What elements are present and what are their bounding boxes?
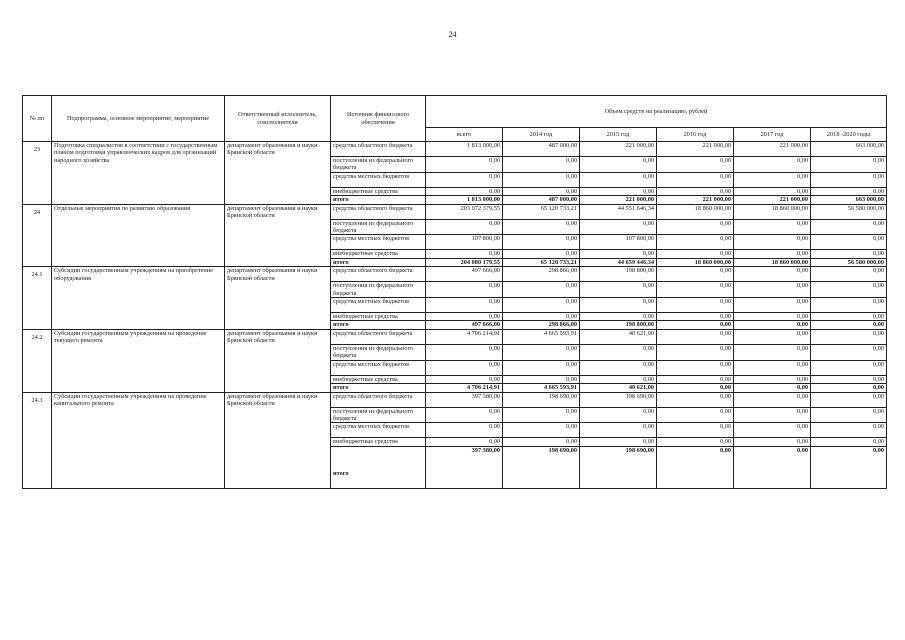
amount-cell: 1 813 000,00 <box>426 142 503 157</box>
amount-cell: 0,00 <box>734 235 811 250</box>
amount-cell: 0,00 <box>811 313 887 321</box>
amount-cell: 0,00 <box>580 157 657 173</box>
amount-cell: 0,00 <box>503 344 580 360</box>
amount-cell: 0,00 <box>580 375 657 383</box>
amount-cell: 0,00 <box>503 235 580 250</box>
amount-cell: 0,00 <box>657 360 734 375</box>
row-executor: департамент образования и науки Брянской области <box>225 142 331 205</box>
amount-cell: 0,00 <box>811 375 887 383</box>
amount-cell: 198 800,00 <box>580 267 657 282</box>
source-label: средства местных бюджетов <box>331 235 426 250</box>
amount-cell: 0,00 <box>503 250 580 258</box>
amount-cell: 65 120 733,21 <box>503 204 580 219</box>
row-name: Отдельные мероприятия по развитию образования <box>52 204 225 267</box>
table-row <box>23 267 887 282</box>
amount-cell: 40 621,00 <box>580 329 657 344</box>
amount-cell: 0,00 <box>811 187 887 195</box>
amount-cell: 0,00 <box>811 250 887 258</box>
header-year: 2018 -2020 годы <box>811 128 887 142</box>
amount-cell: 0,00 <box>657 219 734 235</box>
amount-cell: 0,00 <box>657 321 734 329</box>
amount-cell: 497 666,00 <box>426 321 503 329</box>
amount-cell: 0,00 <box>657 267 734 282</box>
amount-cell: 203 972 379,55 <box>426 204 503 219</box>
amount-cell: 0,00 <box>734 392 811 407</box>
amount-cell: 0,00 <box>657 250 734 258</box>
amount-cell: 0,00 <box>811 438 887 446</box>
header-year: 2017 год <box>734 128 811 142</box>
amount-cell: 0,00 <box>657 313 734 321</box>
amount-cell: 0,00 <box>811 446 887 488</box>
source-label: средства местных бюджетов <box>331 172 426 187</box>
amount-cell: 0,00 <box>811 392 887 407</box>
amount-cell: 0,00 <box>657 446 734 488</box>
amount-cell: 198 690,00 <box>503 446 580 488</box>
amount-cell: 0,00 <box>811 157 887 173</box>
amount-cell: 56 580 000,00 <box>811 204 887 219</box>
amount-cell: 18 860 000,00 <box>734 258 811 266</box>
amount-cell: 487 000,00 <box>503 196 580 204</box>
amount-cell: 397 380,00 <box>426 446 503 488</box>
amount-cell: 0,00 <box>580 423 657 438</box>
amount-cell: 18 860 000,00 <box>657 258 734 266</box>
amount-cell: 0,00 <box>734 384 811 392</box>
amount-cell: 298 866,00 <box>503 321 580 329</box>
source-label: средства областного бюджета <box>331 392 426 407</box>
table-row <box>23 329 887 344</box>
amount-cell: 0,00 <box>811 267 887 282</box>
amount-cell: 0,00 <box>811 407 887 423</box>
source-label: внебюджетные средства <box>331 375 426 383</box>
amount-cell: 0,00 <box>426 157 503 173</box>
amount-cell: 0,00 <box>734 172 811 187</box>
amount-cell: 198 690,00 <box>580 392 657 407</box>
amount-cell: 107 800,00 <box>580 235 657 250</box>
amount-cell: 0,00 <box>734 219 811 235</box>
row-executor: департамент образования и науки Брянской области <box>225 204 331 267</box>
amount-cell: 0,00 <box>811 329 887 344</box>
amount-cell: 221 000,00 <box>580 142 657 157</box>
source-label: средства областного бюджета <box>331 142 426 157</box>
header-number: № пп <box>23 96 52 142</box>
amount-cell: 18 860 000,00 <box>657 204 734 219</box>
amount-cell: 0,00 <box>734 157 811 173</box>
amount-cell: 221 000,00 <box>657 196 734 204</box>
amount-cell: 221 000,00 <box>580 196 657 204</box>
table-row <box>23 392 887 407</box>
amount-cell: 56 580 000,00 <box>811 258 887 266</box>
amount-cell: 204 080 179,55 <box>426 258 503 266</box>
amount-cell: 65 120 733,21 <box>503 258 580 266</box>
amount-cell: 0,00 <box>503 157 580 173</box>
amount-cell: 4 665 593,91 <box>503 329 580 344</box>
header-year: всего <box>426 128 503 142</box>
amount-cell: 497 666,00 <box>426 267 503 282</box>
amount-cell: 0,00 <box>734 438 811 446</box>
amount-cell: 0,00 <box>503 438 580 446</box>
amount-cell: 0,00 <box>503 187 580 195</box>
source-label: средства областного бюджета <box>331 267 426 282</box>
source-label: поступления из федерального бюджета <box>331 219 426 235</box>
amount-cell: 0,00 <box>426 360 503 375</box>
header-volume: Объем средств на реализацию, рублей <box>426 96 887 128</box>
amount-cell: 0,00 <box>503 375 580 383</box>
amount-cell: 0,00 <box>734 298 811 313</box>
header-source: Источник финансового обеспечения <box>331 96 426 142</box>
header-year: 2016 год <box>657 128 734 142</box>
source-label: внебюджетные средства <box>331 313 426 321</box>
amount-cell: 0,00 <box>657 407 734 423</box>
source-label: итого <box>331 196 426 204</box>
source-label: средства местных бюджетов <box>331 360 426 375</box>
amount-cell: 0,00 <box>734 446 811 488</box>
amount-cell: 397 380,00 <box>426 392 503 407</box>
source-label: итого <box>331 384 426 392</box>
amount-cell: 0,00 <box>580 344 657 360</box>
amount-cell: 0,00 <box>657 187 734 195</box>
amount-cell: 663 000,00 <box>811 142 887 157</box>
amount-cell: 0,00 <box>503 407 580 423</box>
amount-cell: 0,00 <box>426 172 503 187</box>
amount-cell: 0,00 <box>811 360 887 375</box>
amount-cell: 0,00 <box>503 282 580 298</box>
amount-cell: 0,00 <box>734 313 811 321</box>
amount-cell: 0,00 <box>734 267 811 282</box>
source-label: итого <box>331 321 426 329</box>
amount-cell: 0,00 <box>580 282 657 298</box>
header-year: 2014 год <box>503 128 580 142</box>
source-label: внебюджетные средства <box>331 187 426 195</box>
amount-cell: 0,00 <box>657 157 734 173</box>
row-name: Субсидии государственным учреждениям на приобретение оборудования <box>52 267 225 330</box>
amount-cell: 0,00 <box>811 384 887 392</box>
row-number: 24.3 <box>23 392 52 488</box>
header-executor: Ответственный исполнитель, соисполнители <box>225 96 331 142</box>
amount-cell: 0,00 <box>811 298 887 313</box>
amount-cell: 0,00 <box>503 219 580 235</box>
amount-cell: 0,00 <box>657 329 734 344</box>
amount-cell: 44 659 446,34 <box>580 258 657 266</box>
amount-cell: 0,00 <box>580 250 657 258</box>
source-label: итого <box>331 446 426 488</box>
amount-cell: 0,00 <box>580 360 657 375</box>
amount-cell: 0,00 <box>734 250 811 258</box>
table-row <box>23 204 887 219</box>
amount-cell: 0,00 <box>426 187 503 195</box>
amount-cell: 0,00 <box>580 298 657 313</box>
amount-cell: 298 866,00 <box>503 267 580 282</box>
amount-cell: 0,00 <box>426 438 503 446</box>
amount-cell: 0,00 <box>426 344 503 360</box>
amount-cell: 0,00 <box>657 375 734 383</box>
source-label: поступления из федерального бюджета <box>331 344 426 360</box>
source-label: внебюджетные средства <box>331 438 426 446</box>
amount-cell: 0,00 <box>811 423 887 438</box>
amount-cell: 0,00 <box>580 219 657 235</box>
amount-cell: 0,00 <box>580 438 657 446</box>
amount-cell: 0,00 <box>657 298 734 313</box>
row-name: Субсидии государственным учреждениям на проведение текущего ремонта <box>52 329 225 392</box>
source-label: средства областного бюджета <box>331 329 426 344</box>
amount-cell: 0,00 <box>811 282 887 298</box>
row-number: 23 <box>23 142 52 205</box>
row-number: 24.1 <box>23 267 52 330</box>
amount-cell: 107 800,00 <box>426 235 503 250</box>
source-label: поступления из федерального бюджета <box>331 407 426 423</box>
amount-cell: 18 860 000,00 <box>734 204 811 219</box>
amount-cell: 0,00 <box>426 407 503 423</box>
amount-cell: 0,00 <box>503 298 580 313</box>
amount-cell: 0,00 <box>811 235 887 250</box>
amount-cell: 0,00 <box>657 392 734 407</box>
amount-cell: 0,00 <box>503 172 580 187</box>
amount-cell: 4 665 593,91 <box>503 384 580 392</box>
amount-cell: 487 000,00 <box>503 142 580 157</box>
amount-cell: 198 690,00 <box>503 392 580 407</box>
page-number: 24 <box>448 30 457 39</box>
amount-cell: 0,00 <box>811 219 887 235</box>
amount-cell: 0,00 <box>734 321 811 329</box>
row-executor: департамент образования и науки Брянской области <box>225 392 331 488</box>
amount-cell: 4 706 214,91 <box>426 384 503 392</box>
amount-cell: 0,00 <box>811 344 887 360</box>
amount-cell: 0,00 <box>426 375 503 383</box>
amount-cell: 0,00 <box>811 321 887 329</box>
source-label: средства местных бюджетов <box>331 423 426 438</box>
amount-cell: 40 621,00 <box>580 384 657 392</box>
amount-cell: 0,00 <box>426 250 503 258</box>
row-name: Субсидии государственным учреждениям на проведение капитального ремонта <box>52 392 225 488</box>
source-label: средства областного бюджета <box>331 204 426 219</box>
amount-cell: 0,00 <box>657 438 734 446</box>
amount-cell: 0,00 <box>580 172 657 187</box>
row-executor: департамент образования и науки Брянской области <box>225 329 331 392</box>
amount-cell: 0,00 <box>426 219 503 235</box>
amount-cell: 0,00 <box>426 282 503 298</box>
amount-cell: 0,00 <box>426 423 503 438</box>
amount-cell: 0,00 <box>734 375 811 383</box>
row-number: 24.2 <box>23 329 52 392</box>
amount-cell: 0,00 <box>657 384 734 392</box>
amount-cell: 0,00 <box>657 344 734 360</box>
source-label: внебюджетные средства <box>331 250 426 258</box>
amount-cell: 0,00 <box>580 313 657 321</box>
amount-cell: 0,00 <box>657 235 734 250</box>
amount-cell: 0,00 <box>426 298 503 313</box>
source-label: итого <box>331 258 426 266</box>
amount-cell: 0,00 <box>657 282 734 298</box>
table-row <box>23 142 887 157</box>
row-executor: департамент образования и науки Брянской области <box>225 267 331 330</box>
amount-cell: 198 800,00 <box>580 321 657 329</box>
amount-cell: 0,00 <box>580 407 657 423</box>
amount-cell: 4 706 214,91 <box>426 329 503 344</box>
amount-cell: 0,00 <box>734 187 811 195</box>
amount-cell: 663 000,00 <box>811 196 887 204</box>
amount-cell: 44 551 646,34 <box>580 204 657 219</box>
source-label: поступления из федерального бюджета <box>331 282 426 298</box>
row-name: Подготовка специалистов в соответствии с государственным планом подготовки управленческих кадров для организаций народного хозяйства <box>52 142 225 205</box>
source-label: поступления из федерального бюджета <box>331 157 426 173</box>
amount-cell: 0,00 <box>657 172 734 187</box>
amount-cell: 0,00 <box>657 423 734 438</box>
amount-cell: 0,00 <box>734 344 811 360</box>
amount-cell: 198 690,00 <box>580 446 657 488</box>
source-label: средства местных бюджетов <box>331 298 426 313</box>
amount-cell: 0,00 <box>426 313 503 321</box>
amount-cell: 0,00 <box>811 172 887 187</box>
amount-cell: 0,00 <box>503 313 580 321</box>
amount-cell: 0,00 <box>503 360 580 375</box>
amount-cell: 0,00 <box>734 360 811 375</box>
amount-cell: 1 813 000,00 <box>426 196 503 204</box>
row-number: 24 <box>23 204 52 267</box>
amount-cell: 221 000,00 <box>734 142 811 157</box>
header-year: 2015 год <box>580 128 657 142</box>
amount-cell: 221 000,00 <box>734 196 811 204</box>
amount-cell: 0,00 <box>503 423 580 438</box>
amount-cell: 0,00 <box>734 282 811 298</box>
amount-cell: 0,00 <box>580 187 657 195</box>
amount-cell: 221 000,00 <box>657 142 734 157</box>
amount-cell: 0,00 <box>734 423 811 438</box>
amount-cell: 0,00 <box>734 407 811 423</box>
budget-table <box>22 95 887 489</box>
table-body <box>23 142 887 489</box>
amount-cell: 0,00 <box>734 329 811 344</box>
header-name: Подпрограмма, основное мероприятие, мероприятие <box>52 96 225 142</box>
